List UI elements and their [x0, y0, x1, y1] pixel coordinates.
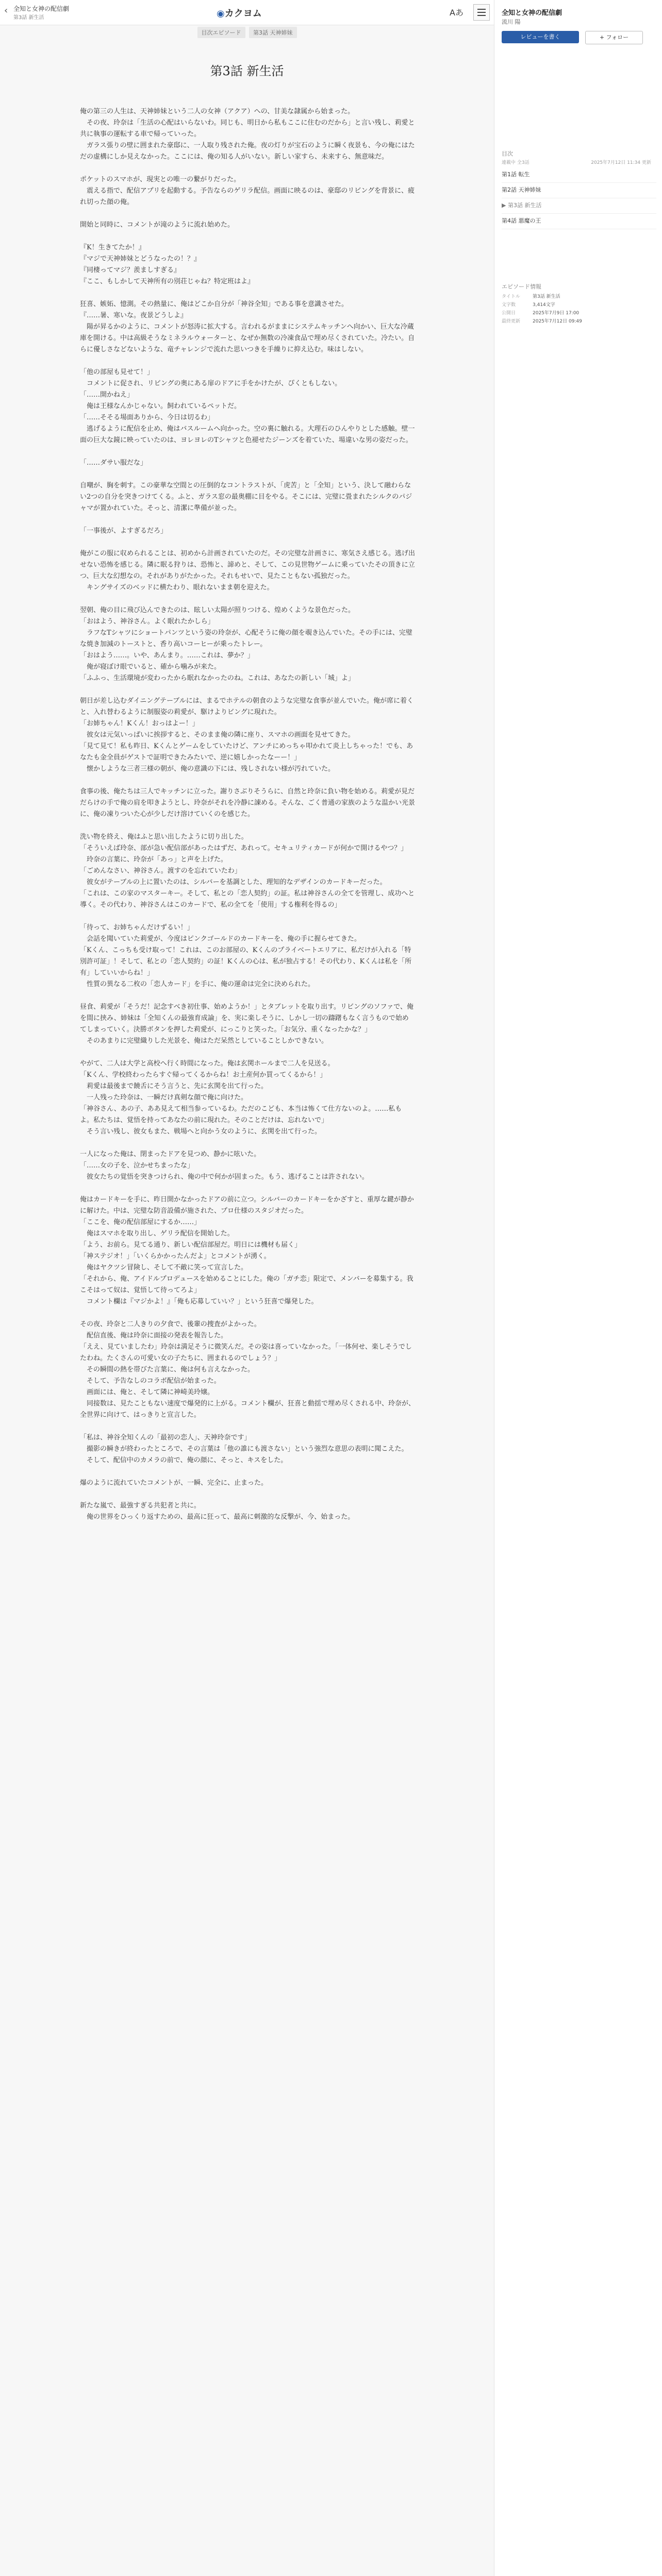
toc-item[interactable]: 第2話 天神姉妹 — [502, 182, 656, 198]
episode-paragraph: 狂喜、嫉妬、憶測。その熱量に、俺はどこか自分が「神谷全知」である事を意識させた。 『……暑、寒いな。夜景どうしよ』 陽が昇るかのように、コメントが怒涛に拡大する。言われるがままにシステムキッチンへ向かい、巨大な冷蔵庫を開ける。中は高級そうなミネラルウォーターと、なぜか無数の冷凍食品で埋め尽くされていた。冷たい。自らに優しさなどないような、竜チャレンジで流れた思いつきを手繰りに抑え込む。味はしない。 — [80, 300, 415, 353]
episode-paragraph: 新たな嵐で、最強すぎる共犯者と共に。 俺の世界をひっくり返すための、最高に狂って、最高に刺激的な反撃が、今、始まった。 — [80, 1502, 355, 1521]
review-button[interactable]: レビューを書く — [502, 31, 579, 43]
episode-body — [80, 106, 415, 1534]
info-key: 文字数 — [502, 302, 516, 308]
episode-paragraph: ポケットのスマホが、現実との唯一の繋がりだった。 震える指で、配信アプリを起動する。予告ならのゲリラ配信。画面に映るのは、豪邸のリビングを背景に、疲れ切った顔の俺。 — [80, 176, 415, 206]
info-value: 3,414文字 — [533, 302, 555, 308]
info-key: 公開日 — [502, 311, 516, 316]
episode-paragraph: 自嘲が、胸を刺す。この豪華な空間との圧倒的なコントラストが、「虎苦」と「全知」という、決して融わらない2つの自分を突きつけてくる。ふと、ガラス窓の最奥棚に目をやる。そこには、完璧に畳まれたシルクのパジャマが置かれていた。そっと、清潔に準備が並った。 — [80, 482, 412, 512]
toc-item-label: 第3話 新生活 — [507, 202, 542, 209]
toc-item-current[interactable]: ▶ 第3話 新生活 — [502, 198, 656, 214]
info-row — [502, 293, 656, 299]
episode-paragraph: やがて、二人は大学と高校へ行く時間になった。俺は玄関ホールまで二人を見送る。 「Kくん、学校終わったらすぐ帰ってくるからね！お土産何か買ってくるから！」 莉愛は最後まで饒舌にそう言うと、先に玄関を出て行った。 一人残った玲奈は、一瞬だけ真剣な顔で俺に向けた。 「神谷さん、あの子、ああ見えて相当参っているわ。ただのこども、本当は怖くて仕方ないのよ。……私もよ。私たちは、覚悟を持ってあなたの前に現れた。そのことだけは、忘れないで」 そう言い残し、彼女もまた、戦場へと向かう女のように、玄関を出て行った。 — [80, 1060, 402, 1136]
header-work-title[interactable]: 全知と女神の配信劇 — [13, 5, 70, 12]
info-row — [502, 301, 656, 308]
episode-paragraph: 『K！生きてたか！』 『マジで天神姉妹とどうなったの！？』 『同棲ってマジ？羨ましすぎる』 『ここ、もしかして天神所有の別荘じゃね？特定班はよ』 — [80, 244, 255, 285]
episode-paragraph: 「私は、神谷全知くんの「最初の恋人」、天神玲奈です」 撮影の瞬きが終わったところで、その言葉は「他の誰にも渡さない」という強烈な意思の表明に聞こえた。 そして、配信中のカメラの前で、俺の顔に、そっと、キスをした。 — [80, 1434, 408, 1464]
sidebar — [494, 0, 662, 2576]
toc-item[interactable]: 第1話 転生 — [502, 167, 656, 183]
breadcrumb-toc[interactable]: 目次エピソード — [197, 27, 245, 38]
toc-updated: 2025年7月12日 11:34 更新 — [591, 160, 651, 165]
top-bar — [0, 0, 494, 25]
episode-paragraph: 朝日が差し込むダイニングテーブルには、まるでホテルの朝食のような完璧な食事が並んでいた。俺が席に着くと、入れ替わるように制服姿の莉愛が、駆けよりビングに現れた。 「お姉ちゃん！Kくん！おっはよー！」 彼女は元気いっぱいに挨拶すると、そのまま俺の隣に座り、スマホの画面を見せてきた。 「見て見て！私も昨日、Kくんとゲームをしていたけど、アンチにめっちゃ叩かれて炎上しちゃった！でも、あなたも金全員がゲストで証明できたみたいで、逆に嬉しかったなーー！」 懐かしような三者三様の朝が、俺の意識の下には、残しされない様が汚れていた。 — [80, 697, 414, 773]
chevron-left-icon[interactable]: ‹ — [4, 5, 8, 16]
breadcrumb-episode[interactable]: 第3話 天神姉妹 — [249, 27, 297, 38]
episode-paragraph: 俺はカードキーを手に、昨日開かなかったドアの前に立つ。シルバーのカードキーをかざすと、重厚な鍵が静かに解けた。中は、完璧な防音設備が施された、プロ仕様のスタジオだった。 「ここを、俺の配信部屋にするか……」 俺はスマホを取り出し、ゲリラ配信を開始した。 「よう、お前ら。見てる通り、新しい配信部屋だ。明日には機材も届く」 「神ステジオ！」「いくらかかったんだよ」とコメントが湧く。 俺はヤクツシ冒険し、そして不敵に笑って宣言した。 「それから、俺、アイドルプロデュースを始めることにした。俺の「ガチ恋」限定で、メンバーを募集する。我こそはって奴は、覚悟して待ってろよ」 コメント欄は『マジかよ！』「俺も応募していい？」という狂喜で爆発した。 — [80, 1196, 414, 1306]
episode-paragraph: 俺がこの服に収められることは、初めから計画されていたのだ。その完璧な計画さに、寒気さえ感じる。逃げ出せない恐怖を感じる。隣に眠る狩りは、恐怖と、諦めと、そして、この見世物ゲームに乗っていたその頂きに立つ、巨大な幻想なの。それがありがたかった。それもせいで、見たこともない孤独だった。 キングサイズのベッドに横たわり、眼れないまま朝を迎えた。 — [80, 550, 416, 591]
info-key: 最終更新 — [502, 319, 521, 324]
header-episode-title: 第3話 新生活 — [13, 15, 44, 21]
header-title-block[interactable] — [13, 4, 69, 21]
logo-mark-icon: ◉ — [217, 8, 225, 19]
episode-title: 第3話 新生活 — [210, 64, 284, 78]
episode-paragraph: その夜、玲奈と二人きりの夕食で、後輩の捜査がよかった。 配信直後、俺は玲奈に面接の発表を報告した。 「ええ、見ていましたわ」玲奈は満足そうに微笑んだ。その姿は喜っていなかった。「一体何せ、楽しそうでしたわね。たくさんの可愛い女の子たちに、囲まれるのでしょう？」 その瞬間の熱を帯びた言葉に、俺は何も言えなかった。 そして、予告なしのコラボ配信が始まった。 画面には、俺と、そして隣に神崎美玲嬢。 同接数は、見たこともない速度で爆発的に上がる。コメント欄が、狂喜と動揺で埋め尽くされる中、玲奈が、全世界に向けて、はっきりと宣言した。 — [80, 1320, 416, 1419]
episode-paragraph: 爆のように流れていたコメントが、一瞬、完全に、止まった。 — [80, 1479, 268, 1487]
episode-paragraph: 洗い物を終え、俺はふと思い出したように切り出した。 「そういえば玲奈、部が急い配信部があったはずだ、あれって。セキュリティカードが何かで開けるやつ？」 玲奈の言葉に、玲奈が「あっ」と声を上げた。 「ごめんなさい、神谷さん。渡すのを忘れていたわ」 彼女がテーブルの上に置いたのは、シルバーを基調とした、理知的なデザインのカードキーだった。 「これは、この家のマスターキー。そして、私との「恋人契約」の証。私は神谷さんの全てを管理し、成功へと導く。その代わり、神谷さんはこのカードで、私の全てを「使用」する権利を得るの」 — [80, 833, 415, 909]
episode-paragraph: 俺の第三の人生は、天神姉妹という二人の女神（アクア）への、甘美な隷属から始まった。 その夜、玲奈は「生活の心配はいらないわ。同じも、明日から私もここに住むのだから」と言い残し、莉愛と共に執事の運転する車で帰っていった。 ガラス張りの壁に囲まれた豪邸に、一人取り残された俺。夜の灯りが宝石のように瞬く夜景も、今の俺にはただの虚構にしか見えなかった。ここには、俺の知る人がいない。新しい家すら、未来すら、無意味だ。 — [80, 108, 415, 161]
toc-label: 目次 — [502, 150, 513, 157]
episode-info-label: エピソード情報 — [502, 283, 541, 290]
hamburger-icon[interactable] — [473, 4, 490, 21]
info-row — [502, 309, 656, 316]
episode-paragraph: 昼食、莉愛が「そうだ！記念すべき初仕事、始めようか！」とタブレットを取り出す。リビングのソファで、俺を間に挟み、姉妹は「全知くんの最強育成論」を、実に楽しそうに、しかし一切の躊躇もなく言うもので始めてしまっていく。決勝ボタンを押した莉愛が、にっこりと笑った。「お気分、重くなったかな？」 そのあまりに完璧織りした光景を、俺はただ呆然としていることしかできない。 — [80, 1003, 414, 1045]
toc-meta — [502, 159, 656, 165]
info-row — [502, 317, 656, 324]
reading-area — [0, 25, 494, 2576]
toc-item[interactable]: 第4話 悪魔の王 — [502, 213, 656, 229]
episode-paragraph: 「……ダサい服だな」 — [80, 459, 147, 467]
toc-status: 連載中 全3話 — [502, 160, 529, 165]
episode-paragraph: 一人になった俺は、閉まったドアを見つめ、静かに呟いた。 「……女の子を、泣かせちまったな」 彼女たちの覚悟を突きつけられ、俺の中で何かが固まった。もう、逃げることは許されない。 — [80, 1150, 369, 1181]
info-key: タイトル — [502, 294, 520, 299]
episode-paragraph: 翌朝、俺の目に飛び込んできたのは、眩しい太陽が照りつける、煌めくような景色だった。 「おはよう、神谷さん。よく眠れたかしら」 ラフなTシャツにショートパンツという姿の玲奈が、心配そうに俺の顔を覗き込んでいた。その手には、完璧な焼き加減のトーストと、香り高いコーヒーが乗ったトレー。 「おはよう……。いや、あんまり。……これは、夢か？」 俺が寝ぼけ眼でいると、確から噛みが来た。 「ふふっ、生活環境が変わったから眠れなかったのね。これは、あなたの新しい「城」よ」 — [80, 606, 412, 682]
sidebar-author[interactable]: 流川 陽 — [502, 19, 521, 25]
info-value: 2025年7月9日 17:00 — [533, 311, 580, 316]
follow-button[interactable]: + フォロー — [585, 31, 643, 44]
logo-text: カクヨム — [224, 8, 262, 19]
breadcrumb — [0, 27, 494, 38]
site-logo[interactable] — [217, 6, 262, 20]
sidebar-work-title[interactable]: 全知と女神の配信劇 — [502, 9, 562, 17]
episode-paragraph: 食事の後、俺たちは三人でキッチンに立った。謝りさぶりそうらに、自然と玲奈に負い物を始める。莉愛が見だだらけの手で俺の肩を叩きようとし、玲奈がそれを冷静に諌める。そんな、ごく普通の家族のような温かい光景に、俺の凍りついた心が少しだけ溶けていくのを感じた。 — [80, 788, 416, 818]
episode-paragraph: 「他の部屋も見せて！」 コメントに促され、リビングの奥にある扉のドアに手をかけたが、ぴくともしない。 「……開かねえ」 俺は王様なんかじゃない。飼われているペットだ。 「……そそる場面ありから、今日は切るわ」 逃げるように配信を止め、俺はバスルームへ向かった。空の裏に触れる。大理石のひんやりとした感触。壁一面の巨大な鏡に映っていたのは、ヨレヨレのTシャツと色褪せたジーンズを着ていた、場違いな男の姿だった。 — [80, 368, 415, 444]
info-value: 第3話 新生活 — [533, 294, 560, 299]
episode-paragraph: 開始と同時に、コメントが滝のように流れ始めた。 — [80, 221, 235, 229]
episode-paragraph: 「待って、お姉ちゃんだけずるい！」 会話を聞いていた莉愛が、今度はピンクゴールドのカードキーを、俺の手に握らせてきた。 「Kくん、こっちも受け取って！これは、このお部屋の、Kくんのプライベートエリアに、私だけが入れる「特別許可証」！そして、私との「恋人契約」の証！Kくんの心は、私が独占する！その代わり、Kくんは私を「所有」していいからね！」 性質の異なる二枚の「恋人カード」を手に、俺の運命は完全に決められた。 — [80, 924, 412, 988]
text-settings-button[interactable]: Aあ — [450, 8, 464, 18]
info-value: 2025年7月12日 09:49 — [533, 319, 582, 324]
episode-paragraph: 「一事後が、よすぎるだろ」 — [80, 527, 168, 535]
